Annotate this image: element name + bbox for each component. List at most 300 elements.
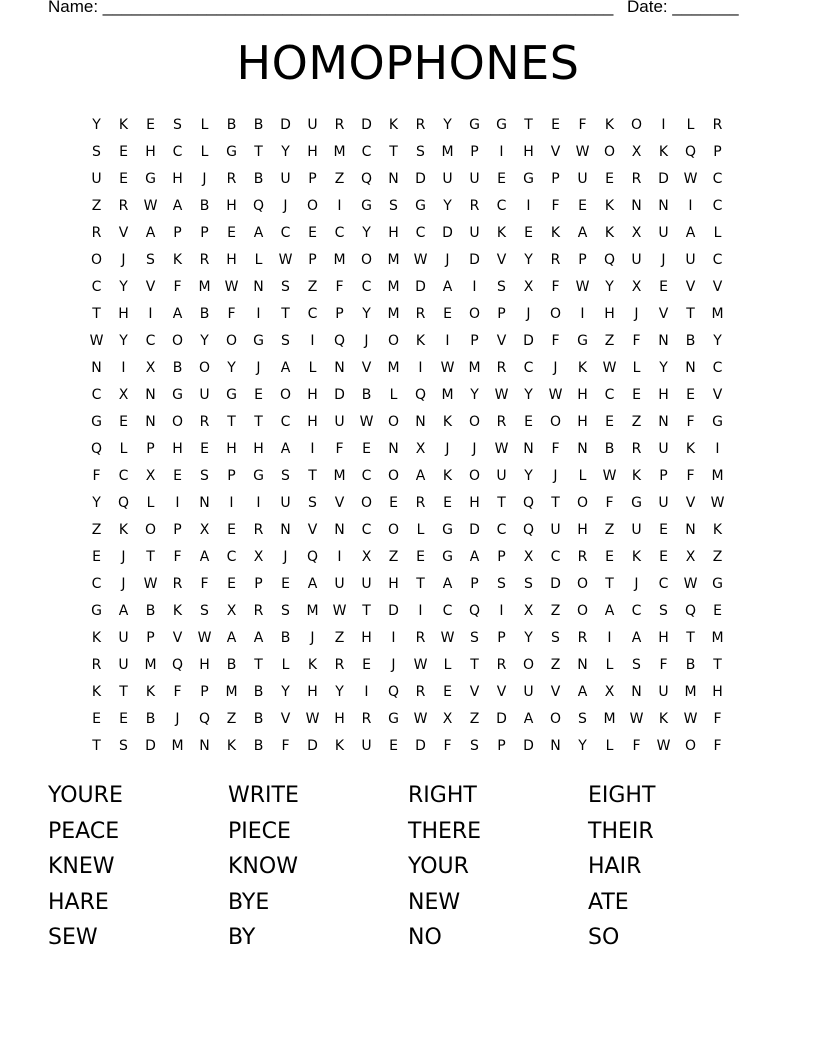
grid-letter: I	[310, 440, 315, 457]
grid-letter: G	[523, 170, 534, 187]
grid-letter: E	[119, 710, 128, 727]
grid-letter: N	[415, 413, 426, 430]
grid-letter: Y	[443, 116, 452, 133]
grid-letter: H	[577, 413, 588, 430]
grid-letter: M	[333, 467, 346, 484]
grid-letter: N	[334, 359, 345, 376]
grid-letter: X	[631, 143, 642, 160]
grid-letter: F	[659, 656, 668, 673]
grid-letter: D	[361, 116, 372, 133]
grid-letter: R	[172, 575, 183, 592]
grid-letter: S	[551, 629, 560, 646]
grid-letter: N	[388, 170, 399, 187]
grid-letter: T	[686, 629, 695, 646]
grid-letter: T	[497, 494, 506, 511]
grid-letter: M	[684, 683, 697, 700]
grid-letter: O	[684, 737, 697, 754]
grid-letter: R	[253, 602, 264, 619]
grid-letter: S	[416, 143, 425, 160]
grid-letter: T	[551, 494, 560, 511]
grid-letter: C	[361, 278, 372, 295]
grid-letter: S	[632, 656, 641, 673]
grid-letter: E	[227, 575, 236, 592]
grid-letter: P	[227, 467, 236, 484]
grid-letter: U	[658, 683, 669, 700]
grid-letter: V	[172, 629, 183, 646]
grid-letter: P	[551, 170, 560, 187]
grid-letter: R	[199, 413, 210, 430]
grid-letter: E	[119, 170, 128, 187]
grid-letter: W	[710, 494, 725, 511]
grid-letter: E	[605, 170, 614, 187]
grid-letter: W	[494, 386, 509, 403]
grid-letter: F	[281, 737, 290, 754]
grid-letter: O	[171, 332, 184, 349]
grid-letter: E	[119, 143, 128, 160]
grid-letter: K	[658, 143, 669, 160]
grid-letter: C	[361, 521, 372, 538]
grid-letter: X	[253, 548, 264, 565]
grid-letter: K	[631, 548, 642, 565]
grid-letter: G	[442, 521, 453, 538]
grid-letter: P	[254, 575, 263, 592]
grid-letter: J	[553, 467, 558, 484]
grid-letter: C	[712, 359, 723, 376]
grid-letter: F	[713, 737, 722, 754]
grid-letter: C	[118, 467, 129, 484]
grid-letter: R	[91, 224, 102, 241]
grid-letter: W	[143, 575, 158, 592]
grid-letter: T	[524, 116, 533, 133]
grid-letter: H	[172, 440, 183, 457]
grid-letter: Z	[550, 602, 561, 619]
grid-letter: H	[145, 143, 156, 160]
grid-letter: F	[335, 278, 344, 295]
grid-letter: E	[389, 494, 398, 511]
grid-letter: G	[226, 386, 237, 403]
word-list-item: BYE	[228, 889, 270, 915]
grid-letter: S	[497, 575, 506, 592]
grid-letter: U	[442, 170, 453, 187]
grid-letter: Q	[387, 683, 400, 700]
grid-letter: H	[361, 629, 372, 646]
grid-letter: T	[308, 467, 317, 484]
word-list-item: SO	[588, 925, 620, 950]
grid-letter: D	[469, 521, 480, 538]
grid-letter: V	[334, 494, 345, 511]
grid-letter: W	[494, 440, 509, 457]
grid-letter: P	[659, 467, 668, 484]
grid-letter: E	[146, 116, 155, 133]
grid-letter: X	[145, 359, 156, 376]
grid-letter: U	[334, 575, 345, 592]
grid-letter: P	[497, 305, 506, 322]
grid-letter: D	[550, 575, 561, 592]
grid-letter: K	[604, 224, 615, 241]
grid-letter: J	[364, 332, 369, 349]
grid-letter: B	[172, 359, 183, 376]
grid-letter: I	[661, 116, 666, 133]
grid-letter: A	[145, 224, 156, 241]
grid-letter: G	[577, 332, 588, 349]
grid-letter: E	[605, 548, 614, 565]
grid-letter: A	[172, 305, 183, 322]
grid-letter: P	[173, 224, 182, 241]
grid-letter: M	[441, 143, 454, 160]
grid-letter: E	[308, 224, 317, 241]
grid-letter: H	[712, 683, 723, 700]
grid-letter: V	[469, 683, 480, 700]
grid-letter: G	[631, 494, 642, 511]
grid-letter: H	[307, 386, 318, 403]
grid-letter: S	[281, 278, 290, 295]
grid-letter: W	[602, 467, 617, 484]
grid-letter: J	[283, 197, 288, 214]
grid-letter: O	[630, 116, 643, 133]
grid-letter: R	[577, 548, 588, 565]
grid-letter: I	[229, 494, 234, 511]
grid-letter: F	[551, 332, 560, 349]
grid-letter: I	[121, 359, 126, 376]
grid-letter: R	[712, 116, 723, 133]
grid-letter: P	[146, 440, 155, 457]
grid-letter: N	[658, 413, 669, 430]
grid-letter: F	[605, 494, 614, 511]
grid-letter: J	[283, 548, 288, 565]
grid-letter: E	[92, 548, 101, 565]
grid-letter: Z	[604, 332, 615, 349]
grid-letter: P	[578, 251, 587, 268]
grid-letter: I	[715, 440, 720, 457]
grid-letter: E	[659, 278, 668, 295]
grid-letter: N	[280, 521, 291, 538]
grid-letter: R	[415, 683, 426, 700]
grid-letter: L	[605, 656, 614, 673]
grid-letter: I	[472, 278, 477, 295]
grid-letter: L	[119, 440, 128, 457]
grid-letter: C	[172, 143, 183, 160]
grid-letter: Q	[684, 602, 697, 619]
grid-letter: M	[306, 602, 319, 619]
grid-letter: K	[226, 737, 237, 754]
grid-letter: C	[280, 413, 291, 430]
grid-letter: O	[90, 251, 103, 268]
grid-letter: Y	[362, 305, 371, 322]
grid-letter: F	[551, 197, 560, 214]
grid-letter: L	[416, 521, 425, 538]
grid-letter: B	[253, 170, 264, 187]
grid-letter: C	[280, 224, 291, 241]
grid-letter: S	[308, 494, 317, 511]
grid-letter: I	[526, 197, 531, 214]
grid-letter: R	[334, 656, 345, 673]
word-list-item: KNEW	[48, 854, 115, 879]
grid-letter: H	[388, 224, 399, 241]
grid-letter: U	[550, 521, 561, 538]
grid-letter: O	[279, 386, 292, 403]
grid-letter: I	[391, 629, 396, 646]
grid-letter: O	[360, 494, 373, 511]
grid-letter: T	[119, 683, 128, 700]
grid-letter: W	[224, 278, 239, 295]
grid-letter: U	[469, 224, 480, 241]
grid-letter: Q	[360, 170, 373, 187]
grid-letter: P	[308, 170, 317, 187]
grid-letter: X	[361, 548, 372, 565]
grid-letter: H	[172, 170, 183, 187]
grid-letter: W	[197, 629, 212, 646]
grid-letter: T	[281, 305, 290, 322]
grid-letter: A	[253, 224, 264, 241]
grid-letter: K	[118, 116, 129, 133]
grid-letter: I	[256, 305, 261, 322]
grid-letter: Y	[443, 197, 452, 214]
grid-letter: X	[631, 224, 642, 241]
grid-letter: O	[576, 575, 589, 592]
grid-letter: Z	[91, 197, 102, 214]
grid-letter: H	[226, 197, 237, 214]
grid-letter: B	[253, 737, 264, 754]
word-list-item: ATE	[588, 889, 629, 915]
grid-letter: H	[307, 683, 318, 700]
grid-letter: Y	[281, 143, 290, 160]
grid-letter: A	[280, 440, 291, 457]
grid-letter: H	[253, 440, 264, 457]
grid-letter: A	[523, 710, 534, 727]
grid-letter: C	[712, 197, 723, 214]
grid-letter: I	[418, 602, 423, 619]
grid-letter: C	[415, 224, 426, 241]
grid-letter: I	[580, 305, 585, 322]
name-field-line: Name: ______________________________________________________	[48, 0, 614, 16]
grid-letter: B	[685, 332, 696, 349]
grid-letter: D	[523, 737, 534, 754]
grid-letter: Y	[119, 332, 128, 349]
grid-letter: S	[146, 251, 155, 268]
date-field-line: Date: _______	[627, 0, 739, 16]
grid-letter: E	[497, 170, 506, 187]
grid-letter: E	[659, 521, 668, 538]
grid-letter: M	[144, 656, 157, 673]
grid-letter: G	[145, 170, 156, 187]
grid-letter: E	[578, 197, 587, 214]
grid-letter: G	[91, 413, 102, 430]
grid-letter: K	[442, 467, 453, 484]
grid-letter: V	[496, 332, 507, 349]
grid-letter: E	[605, 413, 614, 430]
grid-letter: O	[549, 305, 562, 322]
grid-letter: M	[711, 467, 724, 484]
grid-letter: G	[415, 197, 426, 214]
grid-letter: N	[388, 440, 399, 457]
grid-letter: Q	[117, 494, 130, 511]
grid-letter: T	[362, 602, 371, 619]
grid-letter: T	[389, 143, 398, 160]
grid-letter: D	[442, 224, 453, 241]
grid-letter: V	[712, 386, 723, 403]
grid-letter: Y	[713, 332, 722, 349]
word-list-item: BY	[228, 925, 256, 950]
grid-letter: K	[577, 359, 588, 376]
grid-letter: W	[548, 386, 563, 403]
grid-letter: B	[253, 116, 264, 133]
grid-letter: Y	[200, 332, 209, 349]
grid-letter: V	[118, 224, 129, 241]
grid-letter: B	[199, 197, 210, 214]
grid-letter: O	[576, 602, 589, 619]
grid-letter: G	[226, 143, 237, 160]
grid-letter: R	[631, 440, 642, 457]
grid-letter: W	[683, 575, 698, 592]
grid-letter: Q	[414, 386, 427, 403]
grid-letter: P	[713, 143, 722, 160]
grid-letter: H	[199, 656, 210, 673]
grid-letter: H	[118, 305, 129, 322]
grid-letter: F	[173, 548, 182, 565]
grid-letter: W	[440, 629, 455, 646]
grid-letter: P	[497, 629, 506, 646]
grid-letter: E	[443, 305, 452, 322]
word-list-item: YOUR	[408, 854, 469, 879]
grid-letter: U	[496, 467, 507, 484]
grid-letter: F	[551, 440, 560, 457]
grid-letter: O	[549, 413, 562, 430]
grid-letter: Z	[334, 170, 345, 187]
grid-letter: R	[496, 359, 507, 376]
grid-letter: H	[226, 251, 237, 268]
grid-letter: C	[712, 251, 723, 268]
grid-letter: E	[92, 710, 101, 727]
grid-letter: C	[658, 575, 669, 592]
grid-letter: S	[578, 710, 587, 727]
grid-letter: H	[334, 710, 345, 727]
grid-letter: R	[199, 251, 210, 268]
grid-letter: Y	[659, 359, 668, 376]
grid-letter: I	[499, 143, 504, 160]
grid-letter: C	[226, 548, 237, 565]
grid-letter: J	[256, 359, 261, 376]
grid-letter: U	[361, 575, 372, 592]
grid-letter: N	[658, 332, 669, 349]
grid-letter: K	[415, 332, 426, 349]
grid-letter: K	[712, 521, 723, 538]
grid-letter: G	[469, 116, 480, 133]
grid-letter: U	[199, 386, 210, 403]
grid-letter: T	[416, 575, 425, 592]
grid-letter: J	[121, 251, 126, 268]
grid-letter: Q	[198, 710, 211, 727]
grid-letter: C	[91, 386, 102, 403]
grid-letter: U	[118, 656, 129, 673]
grid-letter: G	[496, 116, 507, 133]
grid-letter: O	[468, 305, 481, 322]
grid-letter: K	[118, 521, 129, 538]
grid-letter: O	[225, 332, 238, 349]
grid-letter: S	[281, 602, 290, 619]
grid-letter: P	[470, 143, 479, 160]
grid-letter: O	[198, 359, 211, 376]
word-list-item: PEACE	[48, 818, 120, 844]
grid-letter: E	[362, 656, 371, 673]
grid-letter: M	[171, 737, 184, 754]
grid-letter: A	[577, 683, 588, 700]
grid-letter: S	[497, 278, 506, 295]
grid-letter: C	[334, 224, 345, 241]
grid-letter: W	[575, 278, 590, 295]
grid-letter: S	[389, 197, 398, 214]
grid-letter: F	[335, 440, 344, 457]
grid-letter: I	[364, 683, 369, 700]
grid-letter: R	[361, 710, 372, 727]
grid-letter: V	[496, 251, 507, 268]
grid-letter: K	[307, 656, 318, 673]
grid-letter: S	[470, 737, 479, 754]
grid-letter: B	[226, 656, 237, 673]
grid-letter: O	[144, 521, 157, 538]
grid-letter: P	[470, 575, 479, 592]
grid-letter: E	[281, 575, 290, 592]
grid-letter: E	[524, 413, 533, 430]
grid-letter: Q	[252, 197, 265, 214]
grid-letter: U	[523, 683, 534, 700]
grid-letter: C	[712, 170, 723, 187]
grid-letter: K	[334, 737, 345, 754]
grid-letter: R	[118, 197, 129, 214]
grid-letter: N	[334, 521, 345, 538]
grid-letter: D	[280, 116, 291, 133]
grid-letter: I	[175, 494, 180, 511]
grid-letter: J	[553, 359, 558, 376]
grid-letter: H	[307, 413, 318, 430]
grid-letter: A	[280, 359, 291, 376]
grid-letter: C	[550, 548, 561, 565]
grid-letter: M	[333, 251, 346, 268]
grid-letter: H	[469, 494, 480, 511]
grid-letter: Q	[90, 440, 103, 457]
grid-letter: Q	[468, 602, 481, 619]
grid-letter: O	[549, 710, 562, 727]
grid-letter: H	[658, 629, 669, 646]
grid-letter: D	[415, 170, 426, 187]
grid-letter: N	[550, 737, 561, 754]
grid-letter: S	[119, 737, 128, 754]
grid-letter: I	[337, 548, 342, 565]
grid-letter: X	[415, 440, 426, 457]
grid-letter: K	[685, 440, 696, 457]
grid-letter: V	[307, 521, 318, 538]
word-list	[48, 778, 768, 956]
grid-letter: T	[686, 305, 695, 322]
grid-letter: W	[143, 197, 158, 214]
grid-letter: K	[550, 224, 561, 241]
grid-letter: S	[200, 602, 209, 619]
grid-letter: E	[443, 494, 452, 511]
grid-letter: U	[118, 629, 129, 646]
grid-letter: M	[603, 710, 616, 727]
grid-letter: E	[632, 386, 641, 403]
grid-letter: C	[523, 359, 534, 376]
grid-letter: W	[359, 413, 374, 430]
grid-letter: R	[550, 251, 561, 268]
grid-letter: D	[145, 737, 156, 754]
grid-letter: Z	[631, 413, 642, 430]
grid-letter: R	[415, 116, 426, 133]
grid-letter: H	[577, 386, 588, 403]
grid-letter: O	[468, 467, 481, 484]
grid-letter: S	[173, 116, 182, 133]
grid-letter: J	[121, 575, 126, 592]
grid-letter: T	[254, 656, 263, 673]
